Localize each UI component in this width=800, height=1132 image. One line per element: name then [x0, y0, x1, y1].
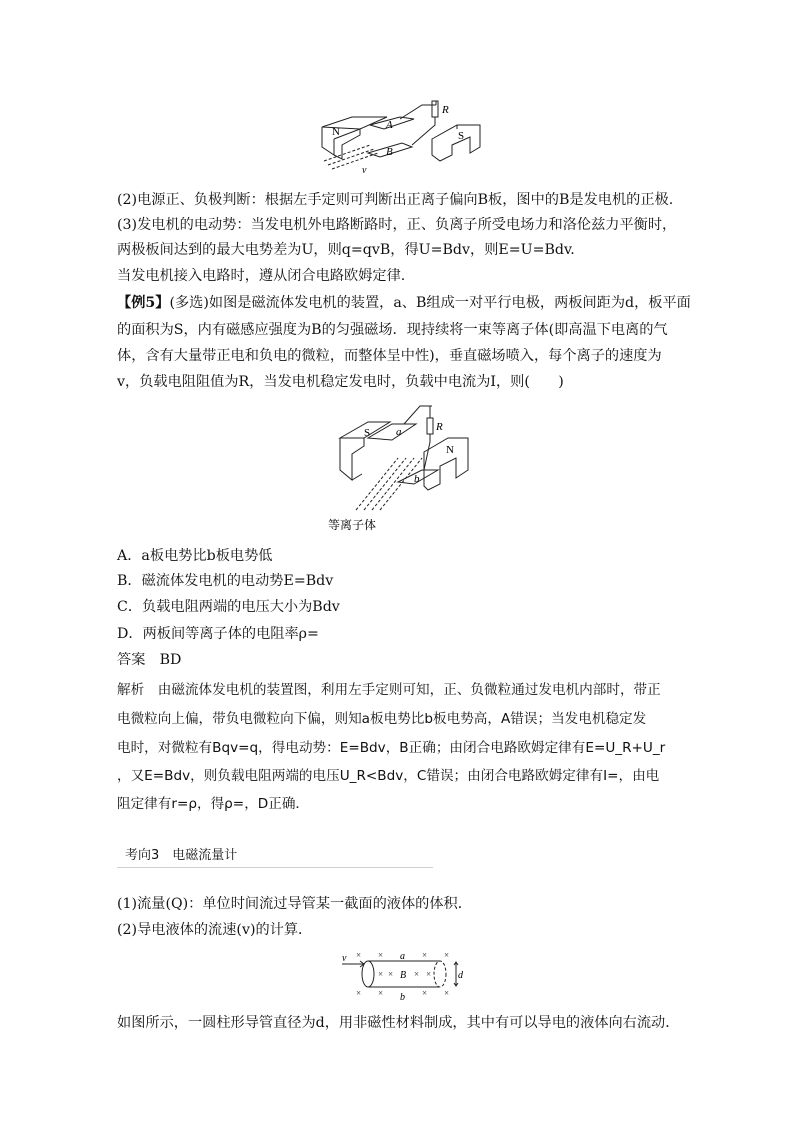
- fig1-label-r: R: [442, 104, 449, 116]
- fig1-label-b: B: [386, 146, 393, 158]
- example-5-line-2: 的面积为S，内有磁感应强度为B的匀强磁场．现持续将一束等离子体(即高温下电离的气: [117, 322, 668, 338]
- fig3-label-v: v: [342, 953, 347, 964]
- flowmeter-line-2: (2)导电液体的流速(v)的计算．: [117, 922, 313, 938]
- figure-mhd-generator-1: [312, 95, 492, 175]
- analysis-line-3: 电时，对微粒有Bqv=q，得电动势：E=Bdv，B正确；由闭合电路欧姆定律有E=U_R+U_r: [117, 740, 666, 756]
- answer-line: 答案 BD: [117, 652, 182, 668]
- fig3-cross: ×: [422, 950, 428, 960]
- flowmeter-line-1: (1)流量(Q)：单位时间流过导管某一截面的液体的体积．: [117, 896, 472, 912]
- fig3-cross: ×: [414, 969, 420, 979]
- fig3-cross: ×: [388, 969, 394, 979]
- fig3-cross: ×: [378, 988, 384, 998]
- fig3-cross: ×: [426, 969, 432, 979]
- text-line-2: (3)发电机的电动势：当发电机外电路断路时，正、负离子所受电场力和洛伦兹力平衡时，: [117, 217, 677, 233]
- analysis-line-1: 解析 由磁流体发电机的装置图，利用左手定则可知，正、负微粒通过发电机内部时，带正: [117, 682, 661, 698]
- analysis-line-2: 电微粒向上偏，带负电微粒向下偏，则知a板电势比b板电势高，A错误；当发电机稳定发: [117, 711, 647, 727]
- example-tag: 【例5】: [117, 295, 170, 311]
- fig3-cross: ×: [422, 988, 428, 998]
- fig3-cross: ×: [444, 988, 450, 998]
- fig3-label-a: a: [400, 951, 405, 962]
- fig3-cross: ×: [356, 988, 362, 998]
- flowmeter-line-3: 如图所示，一圆柱形导管直径为d，用非磁性材料制成，其中有可以导电的液体向右流动．: [117, 1015, 680, 1031]
- example-5-text: (多选)如图是磁流体发电机的装置，a、B组成一对平行电极，两板间距为d，板平面: [169, 295, 691, 311]
- fig2-label-s: S: [364, 427, 371, 439]
- fig2-label-a: a: [396, 426, 402, 438]
- option-d: D．两板间等离子体的电阻率ρ=: [117, 626, 319, 642]
- option-c: C．负载电阻两端的电压大小为Bdv: [117, 599, 340, 615]
- fig1-label-s: S: [458, 130, 465, 142]
- figure-mhd-generator-2: [328, 398, 478, 533]
- figure-flowmeter: [338, 950, 466, 1002]
- text-line-4: 当发电机接入电路时，遵从闭合电路欧姆定律.: [117, 268, 406, 284]
- text-line-3: 两极板间达到的最大电势差为U，则q=qvB，得U=Bdv，则E=U=Bdv.: [117, 242, 575, 258]
- fig1-label-a: A: [386, 119, 393, 131]
- fig3-label-b: b: [400, 992, 405, 1002]
- analysis-line-5: 阻定律有r=ρ，得ρ=，D正确．: [117, 796, 310, 812]
- fig2-label-n: N: [446, 444, 454, 456]
- fig3-cross: ×: [356, 950, 362, 960]
- fig3-cross: ×: [444, 950, 450, 960]
- fig2-label-b: b: [414, 473, 420, 485]
- topic-heading-text: 考向3 电磁流量计: [125, 848, 238, 863]
- example-5-line-1: [117, 293, 691, 313]
- analysis-line-4: ，又E=Bdv，则负载电阻两端的电压U_R<Bdv，C错误；由闭合电路欧姆定律有I=，由电: [117, 768, 660, 784]
- option-a: A．a板电势比b板电势低: [117, 548, 273, 564]
- fig2-caption: 等离子体: [328, 518, 377, 532]
- fig2-label-r: R: [436, 421, 443, 433]
- fig1-label-n: N: [332, 126, 340, 138]
- example-5-line-4: v，负载电阻阻值为R，当发电机稳定发电时，负载中电流为I，则( ): [117, 374, 564, 390]
- text-line-1: (2)电源正、负极判断：根据左手定则可判断出正离子偏向B板，图中的B是发电机的正极.: [117, 192, 674, 208]
- fig3-cross: ×: [378, 950, 384, 960]
- fig1-label-v: v: [362, 165, 367, 175]
- fig3-label-b-field: B: [400, 970, 407, 981]
- fig3-label-d: d: [458, 970, 463, 981]
- example-5-line-3: 体，含有大量带正电和负电的微粒，而整体呈中性)，垂直磁场喷入，每个离子的速度为: [117, 348, 662, 364]
- option-b: B．磁流体发电机的电动势E=Bdv: [117, 573, 334, 589]
- fig3-cross: ×: [378, 969, 384, 979]
- topic-heading: [117, 843, 433, 868]
